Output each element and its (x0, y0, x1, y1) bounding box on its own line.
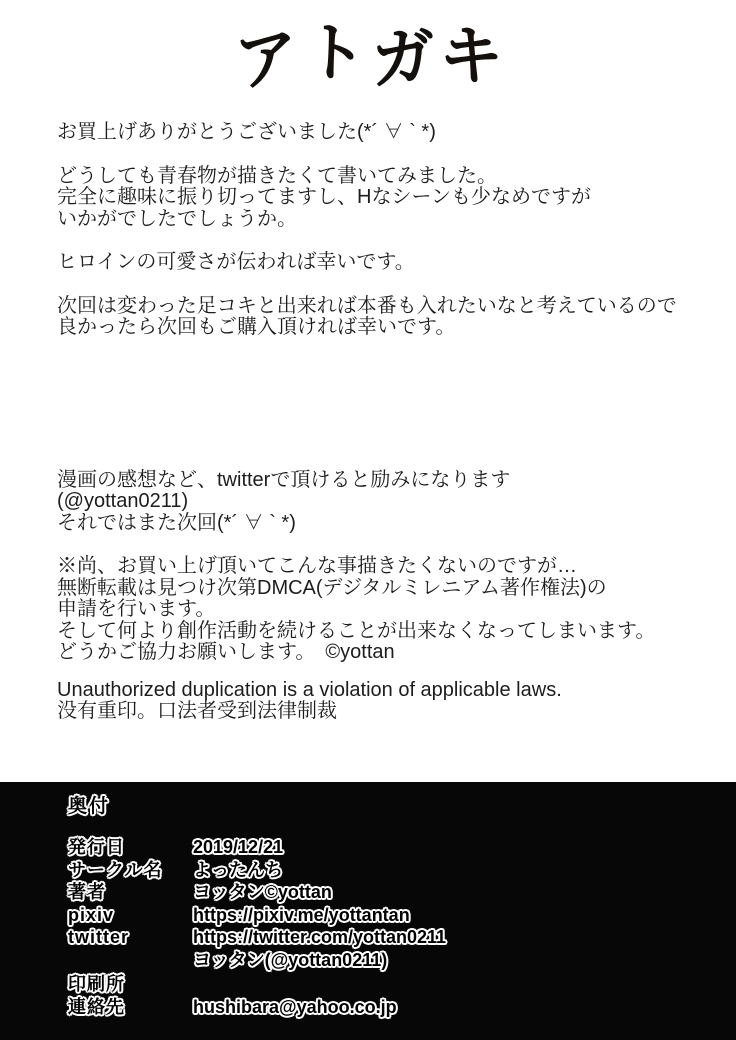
colophon-row-circle-name (68, 859, 736, 882)
text-line: お買上げありがとうございました(*´ ∀ ` *) (57, 121, 436, 143)
text-line: (@yottan0211) (57, 490, 189, 512)
text-line: いかがでしたでしょうか。 (57, 207, 297, 230)
colophon-label: サークル名 (68, 859, 163, 880)
paragraph-twitter-feedback (57, 470, 720, 535)
text-line: 没有重印。口法者受到法律制裁 (57, 700, 337, 722)
paragraph-legal-notice (57, 680, 720, 723)
colophon-twitter-url: https://twitter.com/yottan0211 (193, 927, 447, 947)
colophon-rows (68, 836, 736, 1018)
text-line: それではまた次回(*´ ∀ ` *) (57, 511, 296, 534)
colophon-row-contact (68, 996, 736, 1019)
paragraph-heroine (57, 252, 720, 274)
text-line: そして何より創作活動を続けることが出来なくなってしまいます。 (57, 619, 656, 642)
paragraph-next-work (57, 296, 720, 339)
page-title: アトガキ (229, 15, 511, 100)
colophon-row-twitter-handle (68, 949, 736, 972)
colophon-label: 印刷所 (68, 974, 125, 994)
colophon-value: ヨッタン©yottan (193, 882, 332, 902)
colophon-row-pixiv (68, 904, 736, 927)
paragraph-motivation (57, 166, 720, 231)
text-line: どうしても青春物が描きたくて書いてみました。 (57, 164, 497, 187)
colophon-value: よったんち (193, 859, 283, 880)
colophon-section (0, 782, 736, 1040)
paragraph-thanks (57, 122, 720, 144)
text-line: 無断転載は見つけ次第DMCA(デジタルミレニアム著作権法)の (57, 576, 607, 599)
text-line: ※尚、お買い上げ頂いてこんな事描きたくないのですが… (57, 555, 577, 577)
colophon-contact-email: hushibara@yahoo.co.jp (193, 996, 397, 1017)
text-line: 良かったら次回もご購入頂ければ幸いです。 (57, 316, 456, 338)
colophon-row-printer (68, 973, 736, 996)
colophon-label: 発行日 (68, 837, 125, 857)
colophon-row-author (68, 881, 736, 904)
colophon-label: 著者 (68, 882, 106, 902)
colophon-label: twitter (68, 927, 129, 947)
text-line: 申請を行います。 (57, 598, 216, 620)
colophon-row-publish-date (68, 836, 736, 859)
text-line: ヒロインの可愛さが伝われば幸いです。 (57, 251, 415, 273)
text-line: 次回は変わった足コキと出来れば本番も入れたいなと考えているので (57, 294, 677, 317)
colophon-row-twitter (68, 926, 736, 949)
text-line: 漫画の感想など、twitterで頂けると励みになります (57, 468, 511, 491)
colophon-heading: 奥付 (68, 796, 111, 817)
text-line: 完全に趣味に振り切ってますし、Hなシーンも少なめですが (57, 186, 592, 208)
colophon-value: ヨッタン(@yottan0211) (193, 949, 388, 970)
colophon-value: 2019/12/21 (193, 837, 284, 857)
text-line: Unauthorized duplication is a violation of applicable laws. (57, 678, 562, 701)
colophon-label (68, 949, 193, 972)
colophon-label: 連絡先 (68, 996, 125, 1017)
colophon-label: pixiv (68, 904, 115, 925)
text-line: どうかご協力お願いします。 ©yottan (57, 641, 395, 663)
paragraph-piracy-warning (57, 556, 720, 664)
colophon-pixiv-url: https://pixiv.me/yottantan (193, 904, 410, 925)
